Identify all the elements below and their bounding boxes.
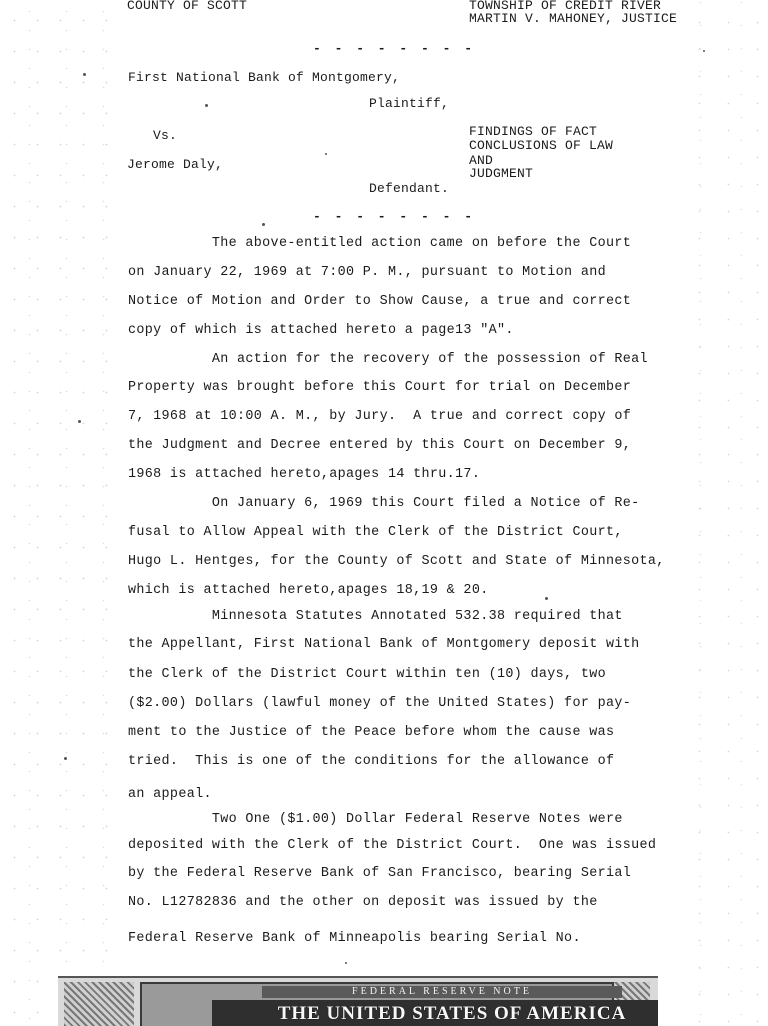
body-line: No. L12782836 and the other on deposit was issued by the	[128, 895, 598, 910]
scan-speck	[545, 597, 548, 600]
banknote-image	[58, 976, 658, 1026]
body-line: ment to the Justice of the Peace before whom the cause was	[128, 725, 615, 740]
banknote-border-left	[64, 982, 134, 1026]
document-title-line-3: AND	[469, 153, 494, 168]
body-line: On January 6, 1969 this Court filed a Notice of Re-	[128, 496, 640, 511]
body-line: the Clerk of the District Court within ten (10) days, two	[128, 667, 606, 682]
document-title-line-1: FINDINGS OF FACT	[469, 124, 598, 139]
scan-speck	[205, 104, 208, 107]
scan-speck	[325, 153, 327, 155]
body-line: which is attached hereto,apages 18,19 & 20.	[128, 583, 489, 598]
defendant-name: Jerome Daly,	[127, 157, 224, 172]
defendant-role: Defendant.	[369, 181, 450, 196]
scan-speck	[345, 962, 347, 964]
body-line: Federal Reserve Bank of Minneapolis bearing Serial No.	[128, 931, 581, 946]
body-line: the Appellant, First National Bank of Montgomery deposit with	[128, 637, 640, 652]
county-heading: COUNTY OF SCOTT	[127, 0, 248, 13]
separator-top: - - - - - - - -	[313, 41, 476, 56]
body-line: fusal to Allow Appeal with the Clerk of the District Court,	[128, 525, 623, 540]
justice-heading: MARTIN V. MAHONEY, JUSTICE	[469, 11, 678, 26]
separator-bottom: - - - - - - - -	[313, 209, 476, 224]
body-line: the Judgment and Decree entered by this Court on December 9,	[128, 438, 632, 453]
township-heading: TOWNSHIP OF CREDIT RIVER	[469, 0, 662, 13]
body-line: copy of which is attached hereto a page13 "A".	[128, 323, 514, 338]
scan-speck	[262, 223, 265, 226]
banknote-main-text: THE UNITED STATES OF AMERICA	[212, 1000, 658, 1026]
body-line: tried. This is one of the conditions for the allowance of	[128, 754, 615, 769]
body-line: Property was brought before this Court for trial on December	[128, 380, 632, 395]
body-line: on January 22, 1969 at 7:00 P. M., pursuant to Motion and	[128, 265, 606, 280]
body-line: an appeal.	[128, 787, 212, 802]
body-line: 7, 1968 at 10:00 A. M., by Jury. A true and correct copy of	[128, 409, 632, 424]
body-line: An action for the recovery of the possession of Real	[128, 352, 648, 367]
versus-label: Vs.	[153, 128, 178, 143]
scan-speck	[703, 50, 705, 52]
banknote-frame	[140, 982, 627, 1026]
scan-noise-right	[678, 0, 768, 1024]
body-line: Hugo L. Hentges, for the County of Scott and State of Minnesota,	[128, 554, 665, 569]
body-line: Minnesota Statutes Annotated 532.38 required that	[128, 609, 623, 624]
body-line: Two One ($1.00) Dollar Federal Reserve Notes were	[128, 812, 623, 827]
body-line: Notice of Motion and Order to Show Cause, a true and correct	[128, 294, 632, 309]
plaintiff-role: Plaintiff,	[369, 96, 450, 111]
plaintiff-name: First National Bank of Montgomery,	[128, 70, 401, 85]
body-line: 1968 is attached hereto,apages 14 thru.17.	[128, 467, 481, 482]
body-line: ($2.00) Dollars (lawful money of the United States) for pay-	[128, 696, 632, 711]
scan-noise-left	[0, 0, 110, 1024]
document-title-line-4: JUDGMENT	[469, 166, 534, 181]
scan-speck	[83, 73, 86, 76]
body-line: The above-entitled action came on before the Court	[128, 236, 632, 251]
document-title-line-2: CONCLUSIONS OF LAW	[469, 138, 614, 153]
banknote-top-text: FEDERAL RESERVE NOTE	[262, 986, 622, 998]
scan-speck	[78, 420, 81, 423]
body-line: deposited with the Clerk of the District Court. One was issued	[128, 838, 657, 853]
scan-speck	[64, 757, 67, 760]
body-line: by the Federal Reserve Bank of San Francisco, bearing Serial	[128, 866, 632, 881]
